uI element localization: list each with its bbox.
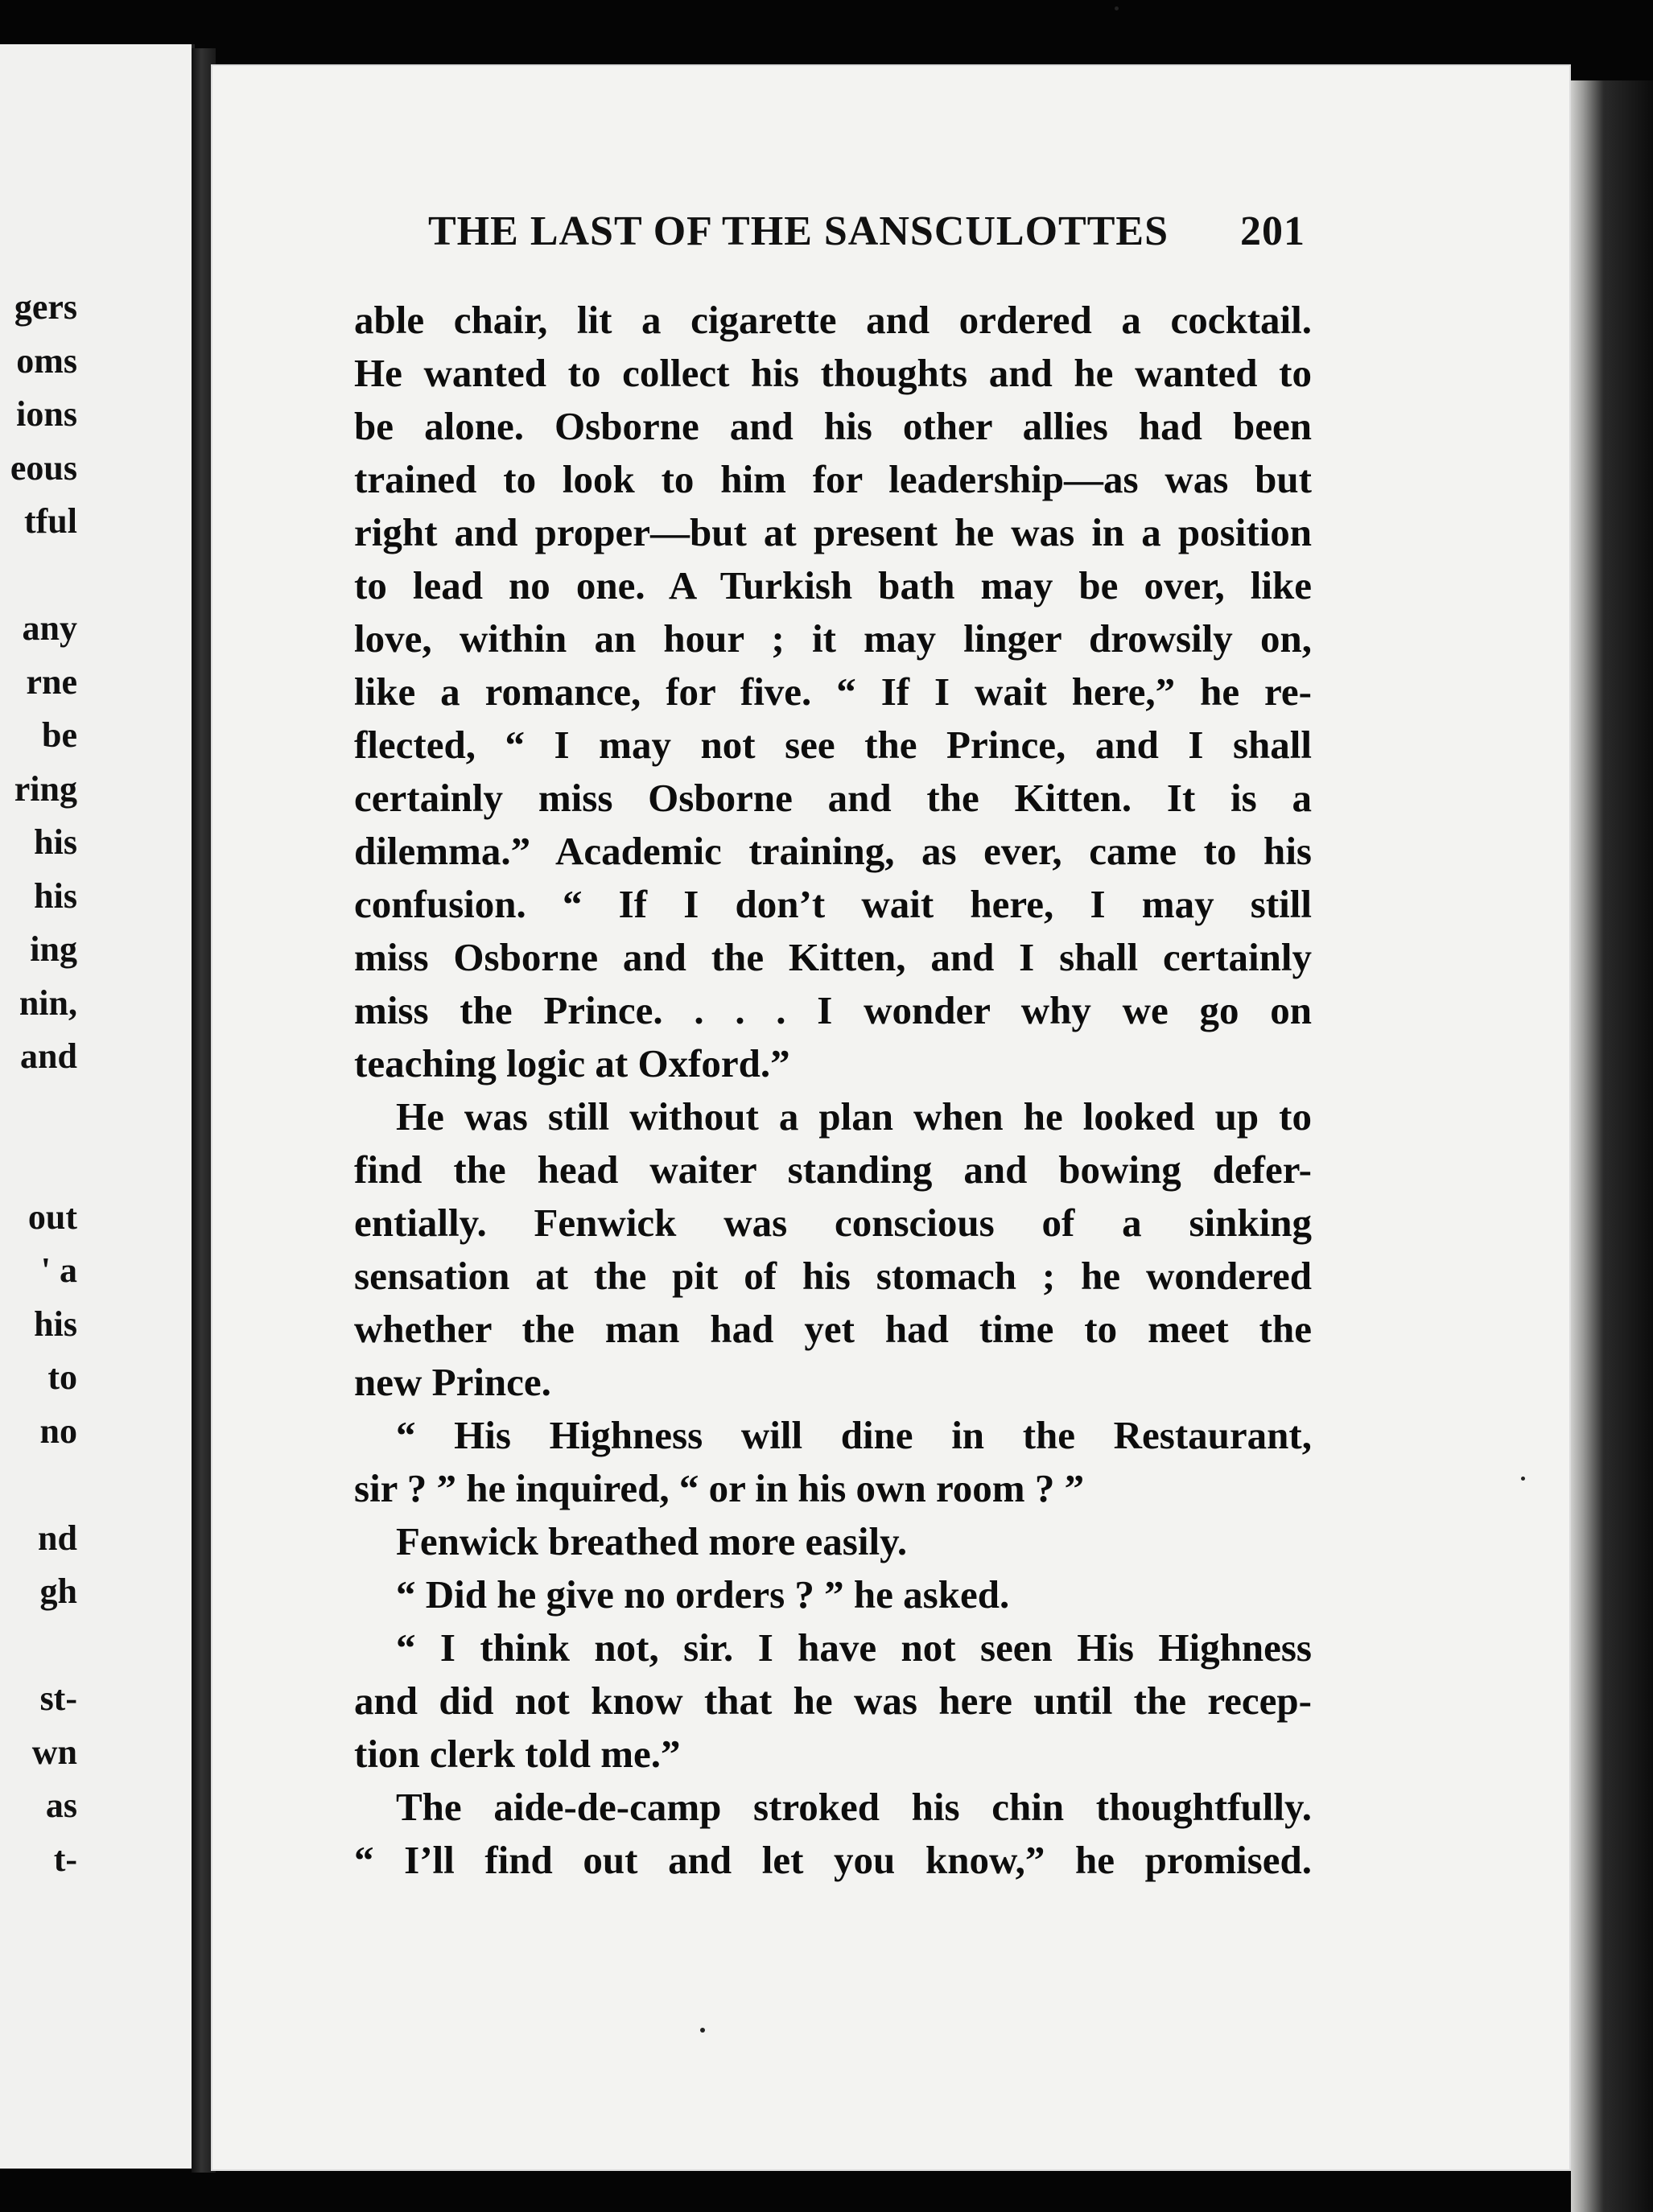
text-line: sir ? ” he inquired, “ or in his own room ? ”: [354, 1466, 1085, 1510]
text-line: able chair, lit a cigarette and ordered a cocktail.: [354, 298, 1312, 342]
left-page-fragment: nd: [38, 1518, 77, 1558]
left-page-fragment: his: [34, 1304, 77, 1344]
text-line: “ Did he give no orders ? ” he asked.: [396, 1572, 1010, 1617]
text-line: tion clerk told me.”: [354, 1732, 681, 1776]
text-line: Fenwick breathed more easily.: [396, 1519, 908, 1563]
text-line: He wanted to collect his thoughts and he wanted to: [354, 351, 1312, 395]
left-page-fragment: eous: [10, 447, 77, 488]
left-page-fragment: oms: [16, 340, 77, 381]
left-page-fragment: wn: [31, 1732, 77, 1772]
text-line: whether the man had yet had time to meet the: [354, 1307, 1312, 1351]
text-line: dilemma.” Academic training, as ever, came to his: [354, 829, 1312, 873]
left-page-fragment: nin,: [19, 982, 77, 1023]
left-page-fragment: no: [39, 1411, 77, 1451]
left-page-fragment: st-: [39, 1679, 77, 1718]
left-page-fragment: ions: [16, 394, 77, 434]
left-facing-page: [0, 44, 195, 2169]
left-page-fragment: rne: [26, 661, 77, 702]
text-line: The aide-de-camp stroked his chin thoughtfully.: [396, 1785, 1312, 1829]
text-line: miss the Prince. . . . I wonder why we go on: [354, 988, 1312, 1032]
text-line: entially. Fenwick was conscious of a sinking: [354, 1201, 1312, 1245]
text-line: confusion. “ If I don’t wait here, I may still: [354, 882, 1312, 926]
text-line: trained to look to him for leadership—as was but: [354, 457, 1312, 501]
left-page-fragment: gers: [14, 287, 77, 327]
text-line: love, within an hour ; it may linger drowsily on,: [354, 616, 1312, 661]
text-line: flected, “ I may not see the Prince, and I shall: [354, 723, 1312, 767]
text-line: certainly miss Osborne and the Kitten. It is a: [354, 776, 1312, 820]
text-line: be alone. Osborne and his other allies had been: [354, 404, 1312, 448]
left-page-fragment: ring: [14, 768, 77, 809]
left-page-fragment: his: [34, 822, 77, 862]
text-line: find the head waiter standing and bowing defer-: [354, 1147, 1312, 1192]
text-line: “ His Highness will dine in the Restaurant,: [396, 1413, 1312, 1457]
scan-speck: [1115, 6, 1119, 10]
text-line: “ I think not, sir. I have not seen His Highness: [396, 1625, 1312, 1670]
left-page-fragment: ing: [30, 929, 77, 969]
text-line: miss Osborne and the Kitten, and I shall certainly: [354, 935, 1312, 979]
text-line: and did not know that he was here until the recep-: [354, 1679, 1312, 1723]
left-page-fragment: t-: [53, 1839, 77, 1879]
left-page-fragment: as: [45, 1786, 77, 1825]
left-page-fragment: to: [47, 1357, 77, 1397]
scan-speck: [1521, 1477, 1525, 1481]
text-line: teaching logic at Oxford.”: [354, 1041, 790, 1085]
left-page-fragment: and: [20, 1036, 77, 1076]
page-edge-shadow: [1571, 80, 1653, 2212]
running-head-title: THE LAST OF THE SANSCULOTTES: [428, 208, 1169, 254]
text-line: like a romance, for five. “ If I wait here,” he re-: [354, 669, 1312, 714]
text-line: He was still without a plan when he looked up to: [396, 1094, 1312, 1139]
scan-speck: [700, 2028, 705, 2033]
left-page-fragment: out: [27, 1197, 77, 1237]
left-page-fragment: be: [42, 715, 77, 755]
left-page-fragment: his: [34, 875, 77, 916]
body-text: [354, 294, 1312, 1887]
left-page-fragment: tful: [24, 501, 77, 541]
left-page-fragment: gh: [39, 1571, 77, 1611]
text-line: new Prince.: [354, 1360, 551, 1404]
running-head: [428, 208, 1305, 255]
left-page-fragment: any: [22, 608, 77, 648]
page-number: 201: [1240, 208, 1305, 254]
left-page-fragment: ' a: [40, 1250, 77, 1290]
text-line: “ I’ll find out and let you know,” he promised.: [354, 1838, 1312, 1882]
text-line: to lead no one. A Turkish bath may be over, like: [354, 563, 1312, 608]
text-line: sensation at the pit of his stomach ; he wondered: [354, 1254, 1312, 1298]
text-line: right and proper—but at present he was in a position: [354, 510, 1312, 554]
